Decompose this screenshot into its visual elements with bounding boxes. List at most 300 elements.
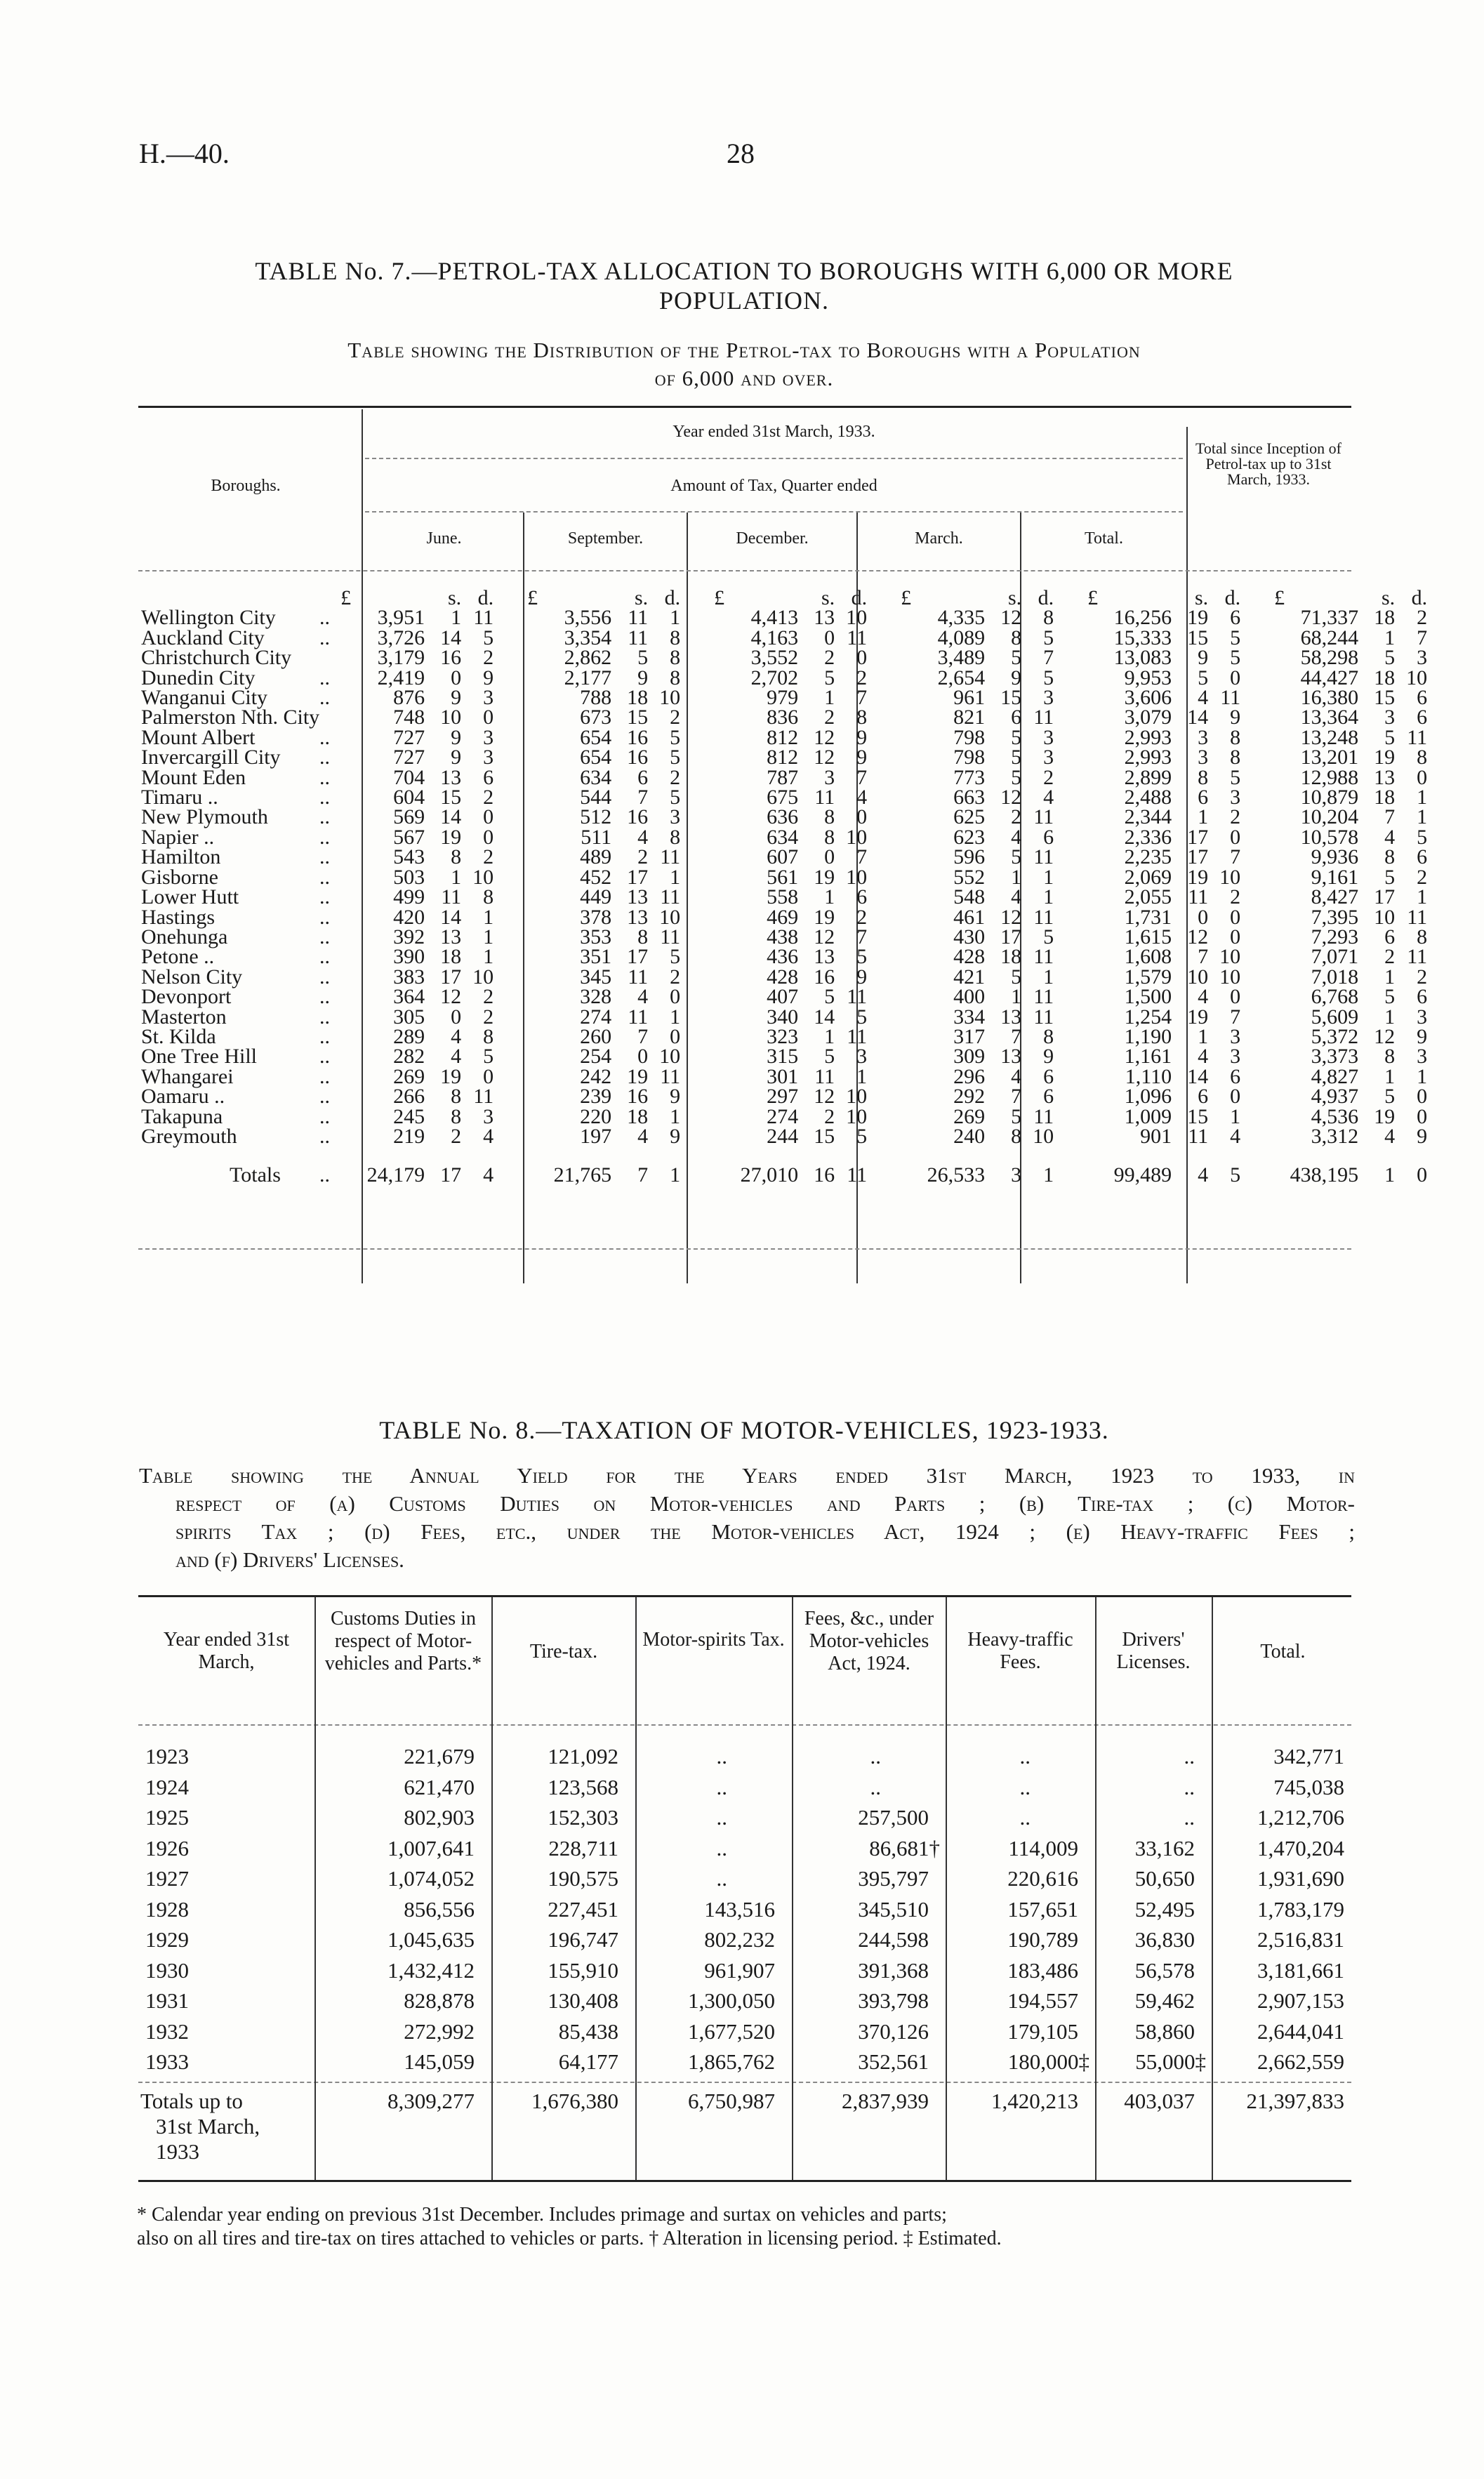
table7-amount-lsd bbox=[880, 1024, 1066, 1048]
table8-year-label: 1931 bbox=[145, 1988, 189, 2013]
table7-pence: 10 bbox=[659, 686, 681, 710]
table7-pence: 8 bbox=[1417, 746, 1428, 769]
table7-amount-cell bbox=[1253, 947, 1462, 967]
table7-pounds: 9,936 bbox=[1311, 845, 1359, 869]
table7-pounds: 3,489 bbox=[937, 646, 986, 670]
table8-value: 143,516 bbox=[704, 1896, 775, 1922]
table8-row bbox=[138, 1833, 1351, 1864]
table7-pounds: 3,552 bbox=[750, 646, 799, 670]
table7-pounds: 6,768 bbox=[1311, 985, 1359, 1009]
table7-row bbox=[138, 868, 1462, 887]
table7-leader-dots: .. bbox=[319, 1163, 330, 1187]
table7-leader-dots: .. bbox=[319, 805, 330, 829]
table7-pence: 11 bbox=[1033, 905, 1054, 929]
table7-shillings: 5 bbox=[1384, 865, 1396, 889]
table7-amount-lsd bbox=[506, 765, 693, 789]
table7-shillings: 1 bbox=[1198, 805, 1209, 829]
table7-pence: 5 bbox=[1230, 1163, 1241, 1187]
table8-row bbox=[138, 1802, 1351, 1833]
table7-header-year: Year ended 31st March, 1933. bbox=[673, 423, 875, 441]
table7-pounds: 274 bbox=[767, 1104, 799, 1128]
table7-borough-name: Timaru .. bbox=[141, 786, 218, 809]
table7-totals-divider bbox=[138, 1248, 1351, 1250]
table7-amount-lsd bbox=[1253, 1024, 1462, 1048]
table7-pounds: 242 bbox=[580, 1064, 612, 1088]
table7-pounds: 12,988 bbox=[1300, 765, 1359, 789]
table7-shillings: 6 bbox=[1198, 786, 1209, 809]
table7-pence: 11 bbox=[1220, 686, 1241, 710]
table8-header-year: Year ended 31st March, bbox=[163, 1629, 290, 1673]
table7-shillings: 9 bbox=[1011, 666, 1022, 689]
table7-amount-cell bbox=[693, 947, 880, 967]
table8-value: 179,105 bbox=[1007, 2018, 1078, 2044]
table7-borough-cell bbox=[138, 965, 330, 989]
table7-pence: 9 bbox=[1230, 706, 1241, 729]
table7-pence: 4 bbox=[1230, 1124, 1241, 1148]
table7-shillings: 9 bbox=[637, 666, 649, 689]
table7-amount-cell bbox=[319, 887, 506, 907]
table7-borough-cell bbox=[138, 845, 330, 869]
table7-pence: 0 bbox=[1230, 825, 1241, 849]
table7-pence: 1 bbox=[670, 1163, 681, 1187]
table7-row bbox=[138, 847, 1462, 867]
table7-amount-cell bbox=[880, 668, 1066, 688]
table7-shillings: 5 bbox=[1011, 965, 1022, 989]
table8-value: 1,865,762 bbox=[688, 2049, 775, 2074]
table7-amount-cell bbox=[319, 967, 506, 987]
table7-amount-cell bbox=[506, 708, 693, 727]
table7-pence: 6 bbox=[483, 765, 494, 789]
table7-pounds: 1,110 bbox=[1125, 1064, 1172, 1088]
table8-row bbox=[138, 1894, 1351, 1925]
table7-amount-cell bbox=[1066, 748, 1253, 767]
table7-shillings: 10 bbox=[1374, 905, 1396, 929]
table7-amount-lsd bbox=[1253, 1085, 1462, 1109]
table7-amount-lsd bbox=[506, 608, 693, 628]
table7-amount-lsd bbox=[506, 725, 693, 749]
table7-amount-lsd bbox=[693, 947, 880, 967]
table8-header-heavy-traffic: Heavy-traffic Fees. bbox=[967, 1629, 1073, 1673]
table8-subtitle-line: respect of (a) Customs Duties on Motor-vehicles and Parts ; (b) Tire-tax ; (c) Motor- bbox=[175, 1491, 1355, 1516]
table7-amount-cell bbox=[693, 905, 880, 929]
table7-amount-cell bbox=[506, 765, 693, 789]
table7-pounds: 1,009 bbox=[1124, 1104, 1172, 1128]
table7-pence: 10 bbox=[659, 905, 681, 929]
table7-amount-lsd bbox=[693, 1104, 880, 1128]
table8-value: 52,495 bbox=[1134, 1896, 1195, 1922]
table7-shillings: 18 bbox=[1374, 606, 1396, 630]
table7-amount-lsd bbox=[1253, 648, 1462, 668]
table7-amount-cell bbox=[506, 887, 693, 907]
table7-amount-lsd bbox=[506, 1007, 693, 1027]
table8-value: 183,486 bbox=[1007, 1957, 1078, 1983]
table8-value: 391,368 bbox=[858, 1957, 929, 1983]
table7-amount-lsd bbox=[880, 887, 1066, 907]
table8-totals-label-line: 1933 bbox=[156, 2139, 199, 2164]
table7-pounds: 219 bbox=[393, 1124, 425, 1148]
table7-unit-lsd bbox=[1066, 588, 1253, 608]
table7-amount-lsd bbox=[1253, 688, 1462, 708]
table8-totals-row bbox=[314, 2089, 1351, 2114]
table7-pence: 2 bbox=[483, 786, 494, 809]
table8-value: 58,860 bbox=[1134, 2018, 1195, 2044]
table8-year bbox=[138, 1833, 314, 1864]
table7-pounds: 13,201 bbox=[1300, 746, 1359, 769]
table7-pounds: 15,333 bbox=[1113, 626, 1172, 649]
table7-amount-cell bbox=[506, 788, 693, 807]
table7-pence: 11 bbox=[660, 1064, 681, 1088]
table7-header-boroughs: Boroughs. bbox=[211, 477, 281, 495]
table7-borough-cell bbox=[138, 1045, 330, 1069]
table7-amount-lsd bbox=[1066, 847, 1253, 867]
table7-pence: 3 bbox=[483, 1104, 494, 1128]
table7-pounds: 421 bbox=[953, 965, 986, 989]
table7-pence: 6 bbox=[1043, 825, 1054, 849]
table7-amount-lsd bbox=[880, 1064, 1066, 1088]
table7-amount-lsd bbox=[880, 788, 1066, 807]
table7-amount-cell bbox=[1253, 1007, 1462, 1027]
table7-row bbox=[138, 608, 1462, 628]
table7-shillings: 7 bbox=[1011, 1024, 1022, 1048]
table8-row bbox=[138, 1985, 1351, 2016]
table7-amount-lsd bbox=[506, 708, 693, 727]
table7-pounds: 773 bbox=[953, 765, 986, 789]
table7-borough-cell bbox=[138, 905, 330, 929]
table8-value: .. bbox=[1184, 1744, 1195, 1769]
table7-pence: 3 bbox=[1043, 725, 1054, 749]
table7-amount-cell bbox=[880, 608, 1066, 628]
table7-shillings: 5 bbox=[824, 666, 835, 689]
table7-pence: 1 bbox=[670, 606, 681, 630]
table7-pence: 1 bbox=[670, 865, 681, 889]
table7-amount-cell bbox=[506, 608, 693, 628]
table8-value: 1,300,050 bbox=[688, 1988, 775, 2013]
table7-amount-cell bbox=[880, 788, 1066, 807]
table7-amount-cell bbox=[506, 825, 693, 849]
table7-borough-name: Auckland City bbox=[141, 626, 265, 649]
table7-pounds: 407 bbox=[767, 985, 799, 1009]
table7-amount-lsd bbox=[1066, 865, 1253, 889]
table7-top-rule bbox=[138, 406, 1351, 408]
table7-pounds: 569 bbox=[393, 805, 425, 829]
table7-shillings: 17 bbox=[1187, 845, 1209, 869]
table7-amount-lsd bbox=[693, 688, 880, 708]
table7-amount-cell bbox=[880, 628, 1066, 648]
table7-amount-lsd bbox=[1066, 708, 1253, 727]
table7-amount-lsd bbox=[880, 668, 1066, 688]
table8-value: 745,038 bbox=[1273, 1774, 1344, 1799]
table7-shillings: 2 bbox=[824, 1104, 835, 1128]
table7-amount-cell bbox=[880, 1124, 1066, 1148]
table7-pence: 0 bbox=[1417, 1163, 1428, 1187]
table7-pence: 11 bbox=[1033, 1104, 1054, 1128]
table7-unit-label: £ bbox=[901, 586, 912, 609]
table7-amount-cell bbox=[693, 608, 880, 628]
table7-amount-lsd bbox=[693, 1024, 880, 1048]
table7-amount-lsd bbox=[506, 865, 693, 889]
table7-shillings: 17 bbox=[1374, 885, 1396, 909]
table7-amount-cell bbox=[319, 708, 506, 727]
table7-amount-lsd bbox=[1253, 788, 1462, 807]
table7-shillings: 19 bbox=[1187, 1005, 1209, 1029]
table7-body bbox=[138, 586, 1428, 1187]
table7-amount-lsd bbox=[880, 1007, 1066, 1027]
table8-value: 228,711 bbox=[548, 1835, 618, 1860]
table7-amount-cell bbox=[1066, 1064, 1253, 1088]
table7-amount-lsd bbox=[693, 1064, 880, 1088]
table7-amount-cell bbox=[1253, 1165, 1462, 1185]
table7-pounds: 58,298 bbox=[1300, 646, 1359, 670]
table7-pence: 0 bbox=[1230, 905, 1241, 929]
table7-amount-cell bbox=[1253, 688, 1462, 708]
table7-pence: 2 bbox=[670, 706, 681, 729]
table7-pounds: 7,395 bbox=[1311, 905, 1359, 929]
table7-pence: 9 bbox=[1417, 1124, 1428, 1148]
table7-amount-cell bbox=[1066, 825, 1253, 849]
table7-shillings: 1 bbox=[1011, 985, 1022, 1009]
table7-pounds: 704 bbox=[393, 765, 425, 789]
table7-pounds: 4,937 bbox=[1311, 1085, 1359, 1109]
table7-row bbox=[138, 947, 1462, 967]
table7-pounds: 1,579 bbox=[1124, 965, 1172, 989]
table7-amount-lsd bbox=[693, 765, 880, 789]
table7-data bbox=[138, 588, 1462, 1186]
table7-borough-name: Devonport bbox=[141, 985, 232, 1009]
table7-pounds: 220 bbox=[580, 1104, 612, 1128]
table7-amount-lsd bbox=[880, 927, 1066, 947]
table7-amount-lsd bbox=[693, 927, 880, 947]
table7-pounds: 3,556 bbox=[564, 606, 612, 630]
table7-leader-dots: .. bbox=[319, 1024, 330, 1048]
table7-shillings: 8 bbox=[1011, 626, 1022, 649]
table7-pence: 5 bbox=[1230, 646, 1241, 670]
document-reference: H.—40. bbox=[139, 138, 230, 169]
table8-value: .. bbox=[870, 1744, 881, 1769]
table7-amount-lsd bbox=[319, 1024, 506, 1048]
table7-row bbox=[138, 748, 1462, 767]
table7-pence: 6 bbox=[1230, 606, 1241, 630]
table7-amount-cell bbox=[1253, 887, 1462, 907]
table7-amount-cell bbox=[319, 865, 506, 889]
table8-value: 244,598 bbox=[858, 1927, 929, 1952]
table7-amount-lsd bbox=[693, 668, 880, 688]
table7-amount-cell bbox=[880, 1064, 1066, 1088]
table7-amount-lsd bbox=[1253, 1045, 1462, 1069]
table7-pounds: 503 bbox=[393, 865, 425, 889]
table7-shillings: 5 bbox=[1198, 666, 1209, 689]
table7-pounds: 1,608 bbox=[1124, 945, 1172, 969]
table7-row bbox=[138, 1107, 1462, 1127]
table7-pence: 5 bbox=[670, 746, 681, 769]
table7-pounds: 438,195 bbox=[1290, 1163, 1359, 1187]
table7-amount-lsd bbox=[319, 725, 506, 749]
table7-shillings: 16 bbox=[627, 1085, 649, 1109]
table7-amount-lsd bbox=[1253, 748, 1462, 767]
table7-pence: 8 bbox=[670, 666, 681, 689]
table7-amount-lsd bbox=[1253, 1124, 1462, 1148]
table7-amount-cell bbox=[880, 765, 1066, 789]
table7-amount-lsd bbox=[1066, 1064, 1253, 1088]
table7-amount-lsd bbox=[1253, 947, 1462, 967]
table7-pounds: 663 bbox=[953, 786, 986, 809]
table7-amount-cell bbox=[880, 847, 1066, 867]
table7-amount-cell bbox=[880, 708, 1066, 727]
table7-pounds: 876 bbox=[393, 686, 425, 710]
table7-pence: 6 bbox=[856, 885, 868, 909]
table7-pence: 7 bbox=[1230, 1005, 1241, 1029]
table7-borough-cell bbox=[138, 1085, 330, 1109]
table7-shillings: 1 bbox=[1011, 865, 1022, 889]
table7-amount-lsd bbox=[880, 1104, 1066, 1128]
table7-shillings: 5 bbox=[824, 985, 835, 1009]
table7-amount-cell bbox=[1066, 725, 1253, 749]
table7-pence: 9 bbox=[1417, 1024, 1428, 1048]
table7-shillings: 2 bbox=[824, 706, 835, 729]
table8-total-value: 1,676,380 bbox=[531, 2089, 618, 2113]
table7-pence: 1 bbox=[483, 925, 494, 948]
table7-pounds: 634 bbox=[767, 825, 799, 849]
table8-value: 59,462 bbox=[1134, 1988, 1195, 2013]
table7-header-divider bbox=[365, 511, 1183, 513]
table7-amount-lsd bbox=[319, 688, 506, 708]
table8-value: .. bbox=[716, 1774, 727, 1799]
table7-amount-lsd bbox=[319, 967, 506, 987]
table7-amount-lsd bbox=[319, 708, 506, 727]
table7-pounds: 21,765 bbox=[553, 1163, 612, 1187]
table7-row bbox=[138, 1067, 1462, 1087]
table8-header-motor-spirits: Motor-spirits Tax. bbox=[642, 1629, 785, 1651]
table7-shillings: 13 bbox=[1374, 765, 1396, 789]
table7-shillings: 4 bbox=[1011, 825, 1022, 849]
table7-pence: 11 bbox=[1033, 845, 1054, 869]
table7-amount-cell bbox=[506, 967, 693, 987]
table8-header-customs: Customs Duties in respect of Motor-vehicles and Parts.* bbox=[324, 1608, 482, 1674]
table7-pence: 10 bbox=[472, 965, 494, 989]
table8-value: 86,681† bbox=[869, 1835, 940, 1860]
table7-pounds: 961 bbox=[953, 686, 986, 710]
table7-pounds: 3,354 bbox=[564, 626, 612, 649]
table7-amount-lsd bbox=[506, 1124, 693, 1148]
table7-amount-lsd bbox=[880, 725, 1066, 749]
table7-pence: 11 bbox=[1033, 945, 1054, 969]
table7-shillings: 7 bbox=[1011, 1085, 1022, 1109]
table7-amount-cell bbox=[1066, 987, 1253, 1007]
table7-amount-lsd bbox=[319, 608, 506, 628]
table7-pounds: 24,179 bbox=[366, 1163, 425, 1187]
table7-pence: 11 bbox=[1033, 706, 1054, 729]
table7-amount-lsd bbox=[506, 1104, 693, 1128]
table7-amount-lsd bbox=[693, 1007, 880, 1027]
table7-pence: 4 bbox=[1043, 786, 1054, 809]
table7-amount-cell bbox=[506, 688, 693, 708]
table7-amount-cell bbox=[1066, 807, 1253, 827]
table7-pounds: 364 bbox=[393, 985, 425, 1009]
table7-borough-cell bbox=[138, 725, 330, 749]
table7-shillings: 4 bbox=[1198, 1163, 1209, 1187]
table7-amount-cell bbox=[1066, 1124, 1253, 1148]
table7-unit-cell bbox=[1253, 588, 1462, 608]
table8-value: 180,000‡ bbox=[1007, 2049, 1089, 2074]
table7-pounds: 798 bbox=[953, 746, 986, 769]
table7-amount-cell bbox=[693, 1104, 880, 1128]
table7-amount-cell bbox=[880, 887, 1066, 907]
table7-header-amount: Amount of Tax, Quarter ended bbox=[670, 477, 877, 495]
table7-pence: 6 bbox=[1417, 845, 1428, 869]
table7-amount-lsd bbox=[1066, 725, 1253, 749]
table7-amount-cell bbox=[319, 608, 506, 628]
table7-amount-cell bbox=[693, 1165, 880, 1185]
table7-pence: 5 bbox=[670, 725, 681, 749]
table7-unit-label: £ bbox=[714, 586, 725, 609]
table7-shillings: 12 bbox=[1374, 1024, 1396, 1048]
table7-pounds: 3,726 bbox=[377, 626, 425, 649]
table7-shillings: 14 bbox=[1187, 1064, 1209, 1088]
table7-amount-lsd bbox=[1066, 1024, 1253, 1048]
table7-amount-cell bbox=[506, 1064, 693, 1088]
table8-value: 190,575 bbox=[548, 1866, 618, 1891]
table7-amount-cell bbox=[319, 825, 506, 849]
table7-pence: 8 bbox=[483, 885, 494, 909]
table7-borough-name: Hastings bbox=[141, 905, 215, 929]
table7-amount-lsd bbox=[506, 668, 693, 688]
table7-amount-cell bbox=[880, 865, 1066, 889]
table7-amount-lsd bbox=[319, 788, 506, 807]
table7-pounds: 623 bbox=[953, 825, 986, 849]
table7-pounds: 244 bbox=[767, 1124, 799, 1148]
table7-shillings: 15 bbox=[1374, 686, 1396, 710]
table7-leader-dots: .. bbox=[319, 945, 330, 969]
table7-amount-cell bbox=[880, 1045, 1066, 1069]
table8-year bbox=[138, 1772, 314, 1803]
table7-unit-row bbox=[138, 588, 1462, 608]
table7-pounds: 297 bbox=[767, 1085, 799, 1109]
table7-shillings: 0 bbox=[451, 1005, 462, 1029]
table7-row bbox=[138, 927, 1462, 947]
table7-unit-cell bbox=[693, 588, 880, 608]
table7-unit-label: s. bbox=[1381, 586, 1396, 609]
table7-amount-cell bbox=[1066, 765, 1253, 789]
table7-pounds: 334 bbox=[953, 1005, 986, 1029]
table7-pence: 9 bbox=[856, 965, 868, 989]
table7-pence: 5 bbox=[1043, 925, 1054, 948]
table7-shillings: 3 bbox=[1198, 746, 1209, 769]
table7-shillings: 8 bbox=[451, 1104, 462, 1128]
table7-amount-lsd bbox=[319, 865, 506, 889]
table7-pence: 2 bbox=[483, 985, 494, 1009]
table7-pence: 2 bbox=[1043, 765, 1054, 789]
table7-shillings: 17 bbox=[1187, 825, 1209, 849]
table7-pounds: 71,337 bbox=[1300, 606, 1359, 630]
table7-pence: 0 bbox=[1230, 666, 1241, 689]
table7-amount-lsd bbox=[880, 748, 1066, 767]
table7-shillings: 5 bbox=[1384, 1085, 1396, 1109]
table7-pence: 3 bbox=[1230, 1024, 1241, 1048]
table7-amount-cell bbox=[319, 1104, 506, 1128]
table7-amount-cell bbox=[1253, 905, 1462, 929]
table7-amount-cell bbox=[1066, 1085, 1253, 1109]
table8-value: 2,516,831 bbox=[1257, 1927, 1344, 1952]
table7-borough-cell bbox=[138, 1064, 330, 1088]
table8-header-drivers: Drivers' Licenses. bbox=[1116, 1629, 1191, 1673]
table7-amount-cell bbox=[1066, 865, 1253, 889]
table8-footnote-line1: * Calendar year ending on previous 31st December. Includes primage and surtax on vehicles and parts; bbox=[137, 2204, 947, 2226]
table8-value: 1,432,412 bbox=[387, 1957, 475, 1983]
table8-value: 2,662,559 bbox=[1257, 2049, 1344, 2074]
table7-amount-lsd bbox=[880, 688, 1066, 708]
table7-amount-lsd bbox=[693, 865, 880, 889]
table7-pounds: 27,010 bbox=[740, 1163, 799, 1187]
table7-shillings: 16 bbox=[814, 1163, 835, 1187]
